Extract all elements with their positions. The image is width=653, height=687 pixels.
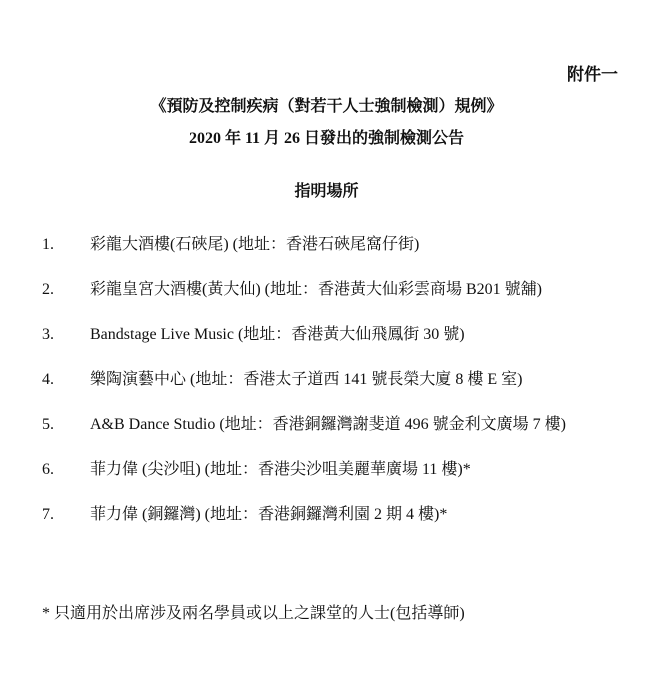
item-text: 彩龍大酒樓(石硤尾) (地址：香港石硤尾窩仔街) — [90, 236, 420, 253]
footnote: * 只適用於出席涉及兩名學員或以上之課堂的人士(包括導師) — [42, 605, 465, 622]
section-heading: 指明場所 — [294, 183, 359, 200]
item-number: 6. — [42, 461, 54, 478]
list-item — [42, 228, 627, 262]
notice-title: 2020 年 11 月 26 日發出的強制檢測公告 — [188, 130, 465, 147]
list-item — [42, 498, 627, 532]
annex-label: 附件一 — [567, 65, 618, 84]
item-number: 2. — [42, 281, 54, 298]
item-text: Bandstage Live Music (地址：香港黃大仙飛鳳街 30 號) — [90, 326, 465, 343]
list-item — [42, 363, 627, 397]
item-text: 樂陶演藝中心 (地址：香港太子道西 141 號長榮大廈 8 樓 E 室) — [90, 371, 523, 388]
list-item — [42, 408, 627, 442]
item-text: 菲力偉 (尖沙咀) (地址：香港尖沙咀美麗華廣場 11 樓)* — [90, 461, 471, 478]
list-item — [42, 273, 627, 307]
item-text: A&B Dance Studio (地址：香港銅鑼灣謝斐道 496 號金利文廣場 7 樓) — [90, 416, 566, 433]
item-text: 菲力偉 (銅鑼灣) (地址：香港銅鑼灣利園 2 期 4 樓)* — [90, 506, 448, 523]
list-item — [42, 453, 627, 487]
regulation-title: 《預防及控制疾病（對若干人士強制檢測）規例》 — [150, 98, 503, 115]
list-item — [42, 318, 627, 352]
item-number: 4. — [42, 371, 54, 388]
item-number: 5. — [42, 416, 54, 433]
item-number: 7. — [42, 506, 54, 523]
item-number: 1. — [42, 236, 54, 253]
item-text: 彩龍皇宮大酒樓(黃大仙) (地址：香港黃大仙彩雲商場 B201 號舖) — [90, 281, 542, 298]
item-number: 3. — [42, 326, 54, 343]
specified-premises-list — [42, 228, 627, 543]
